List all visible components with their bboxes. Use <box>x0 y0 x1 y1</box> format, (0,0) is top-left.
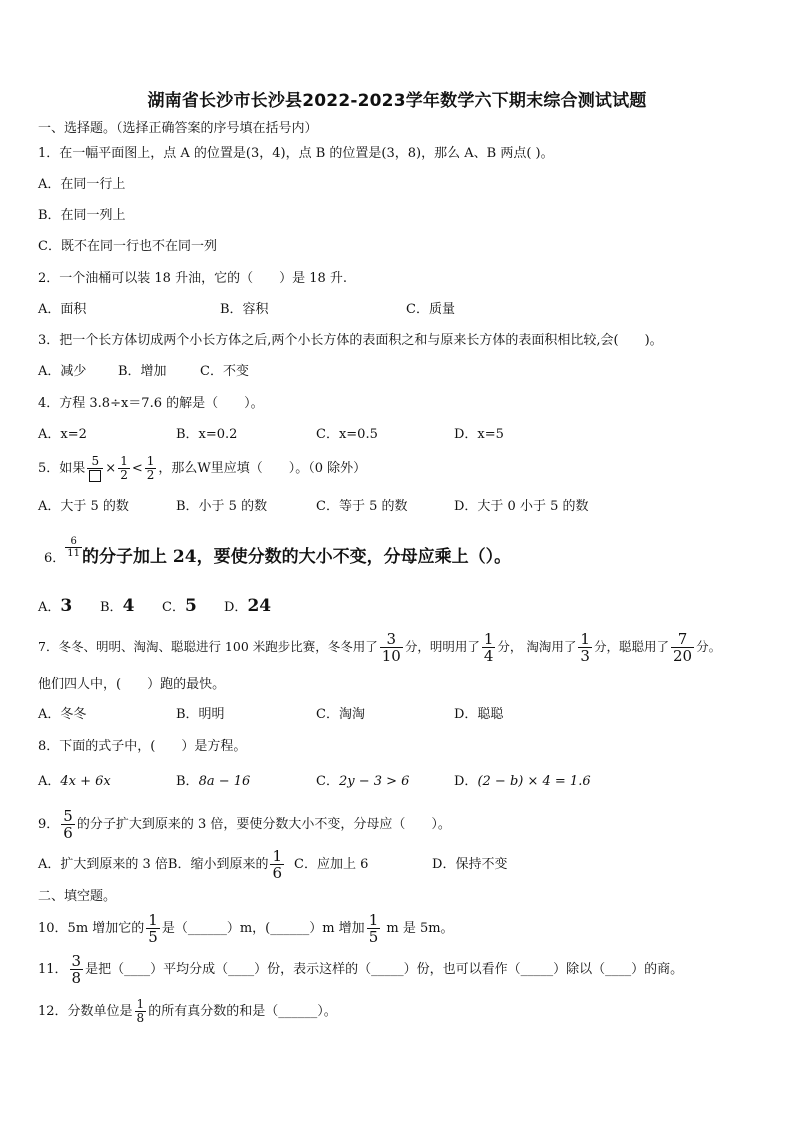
question-6-text: 的分子加上 24，要使分数的大小不变，分母应乘上（）。 <box>82 547 512 567</box>
question-7-fraction-1: $\frac{3}{10}$ <box>381 630 401 665</box>
question-8-stem: 8．下面的式子中，( ）是方程。 <box>38 739 247 754</box>
question-7-options <box>38 706 503 724</box>
question-5-prefix: 5．如果 <box>38 461 86 476</box>
question-9-fraction: $\frac{5}{6}$ <box>63 807 73 842</box>
question-4-options <box>38 426 504 444</box>
question-7-option-d: D．聪聪 <box>454 707 504 722</box>
question-6-fraction: $\frac{6}{11}$ <box>67 536 81 559</box>
question-7-option-c: C．淘淘 <box>316 707 365 722</box>
question-2-stem: 2．一个油桶可以装 18 升油，它的（ ）是 18 升. <box>38 271 348 286</box>
question-11-fraction: $\frac{3}{8}$ <box>71 952 82 987</box>
question-7-line-2: 他们四人中，( ）跑的最快。 <box>38 677 226 692</box>
question-7-option-b: B．明明 <box>176 707 225 722</box>
question-9-option-ab: A．扩大到原来的 3 倍B．缩小到原来的 $\frac{1}{6}$ <box>38 847 283 882</box>
question-4-stem: 4．方程 3.8÷x＝7.6 的解是（ ）。 <box>38 396 264 411</box>
question-5-option-d: D．大于 0 小于 5 的数 <box>454 499 589 514</box>
question-5-option-b: B．小于 5 的数 <box>176 499 268 514</box>
question-5-options <box>38 498 589 516</box>
question-2-options <box>38 301 455 319</box>
question-6-options <box>38 596 271 618</box>
question-10-fraction-2: $\frac{1}{5}$ <box>368 911 379 946</box>
section-heading-choice: 一、选择题。（选择正确答案的序号填在括号内） <box>38 121 318 136</box>
question-8-option-c: C．2y − 3 > 6 <box>316 774 410 789</box>
question-8-options <box>38 773 591 791</box>
question-4-option-a: A．x=2 <box>38 427 87 442</box>
question-5-fraction-2: $\frac{1}{2}$ <box>120 454 128 482</box>
question-5-option-c: C．等于 5 的数 <box>316 499 408 514</box>
question-9-option-d: D．保持不变 <box>432 857 508 872</box>
question-8-option-a: A．4x + 6x <box>38 774 111 789</box>
question-3-options <box>38 363 249 381</box>
question-1-option-b: B．在同一列上 <box>38 208 126 223</box>
blank-box-icon <box>89 470 101 482</box>
question-2-option-a: A．面积 <box>38 302 87 317</box>
question-4-option-c: C．x=0.5 <box>316 427 378 442</box>
question-8-option-d: D．(2 − b) × 4 = 1.6 <box>454 774 591 789</box>
question-6-option-c: C．5 <box>162 596 197 616</box>
page-title: 湖南省长沙市长沙县2022-2023学年数学六下期末综合测试试题 <box>147 91 647 111</box>
question-10-fraction-1: $\frac{1}{5}$ <box>148 911 158 946</box>
question-7-fraction-3: $\frac{1}{3}$ <box>580 630 590 665</box>
question-9-option-b-fraction: $\frac{1}{6}$ <box>272 847 283 882</box>
question-5-fraction-3: $\frac{1}{2}$ <box>146 454 155 482</box>
question-2-option-c: C．质量 <box>406 302 455 317</box>
question-4-option-b: B．x=0.2 <box>176 427 238 442</box>
question-3-stem: 3．把一个长方体切成两个小长方体之后,两个小长方体的表面积之和与原来长方体的表面积相比较,会( )。 <box>38 333 663 348</box>
question-1-option-c: C．既不在同一行也不在同一列 <box>38 239 217 254</box>
question-9-options <box>38 846 507 884</box>
question-6-number: 6． <box>44 551 66 566</box>
question-10-stem: 10．5m 增加它的 $\frac{1}{5}$ 是（______）m，(______）m 增加 $\frac{1}{5}$ m 是 5m。 <box>38 911 454 946</box>
section-heading-fill: 二、填空题。 <box>38 889 117 904</box>
question-6-option-d: D．24 <box>224 596 272 616</box>
question-5-fraction-box: 5 <box>87 455 103 482</box>
question-3-option-c: C．不变 <box>200 364 249 379</box>
question-6-stem <box>44 536 511 579</box>
question-7-stem: 7．冬冬、明明、淘淘、聪聪进行 100 米跑步比赛，冬冬用了 $\frac{3}{10}$ 分，明明用了 $\frac{1}{4}$ 分， 淘淘用了 $\frac{1}{3}$ 分，聪聪用了 $\frac{7}{20}$ 分。 <box>38 630 722 665</box>
question-6-option-b: B．4 <box>100 596 135 616</box>
question-2-option-b: B．容积 <box>220 302 269 317</box>
question-12-fraction: $\frac{1}{8}$ <box>136 997 145 1025</box>
question-1-option-a: A．在同一行上 <box>38 177 126 192</box>
question-11-stem: 11． $\frac{3}{8}$ 是把（____）平均分成（____）份，表示这样的（_____）份，也可以看作（_____）除以（____）的商。 <box>38 952 684 987</box>
question-3-option-a: A．减少 <box>38 364 87 379</box>
question-5-option-a: A．大于 5 的数 <box>38 499 129 514</box>
question-7-option-a: A．冬冬 <box>38 707 87 722</box>
question-5-suffix: ，那么W里应填（ ）。（0 除外） <box>158 461 367 476</box>
question-1-stem: 1．在一幅平面图上，点 A 的位置是(3，4)，点 B 的位置是(3，8)，那么 A、B 两点( )。 <box>38 146 554 161</box>
question-3-option-b: B．增加 <box>118 364 167 379</box>
question-9-option-c: C．应加上 6 <box>294 857 369 872</box>
question-7-fraction-4: $\frac{7}{20}$ <box>672 630 693 665</box>
question-9-stem: 9． $\frac{5}{6}$ 的分子扩大到原来的 3 倍，要使分数大小不变，分母应（ ）。 <box>38 807 451 842</box>
question-5-stem: 5．如果 5 × $\frac{1}{2}$ < $\frac{1}{2}$ ，那么W里应填（ ）。（0 除外） <box>38 454 367 482</box>
question-7-fraction-2: $\frac{1}{4}$ <box>483 630 494 665</box>
question-4-option-d: D．x=5 <box>454 427 504 442</box>
question-12-stem: 12．分数单位是 $\frac{1}{8}$ 的所有真分数的和是（______）。 <box>38 997 337 1025</box>
question-6-option-a: A．3 <box>38 596 73 616</box>
question-8-option-b: B．8a − 16 <box>176 774 251 789</box>
